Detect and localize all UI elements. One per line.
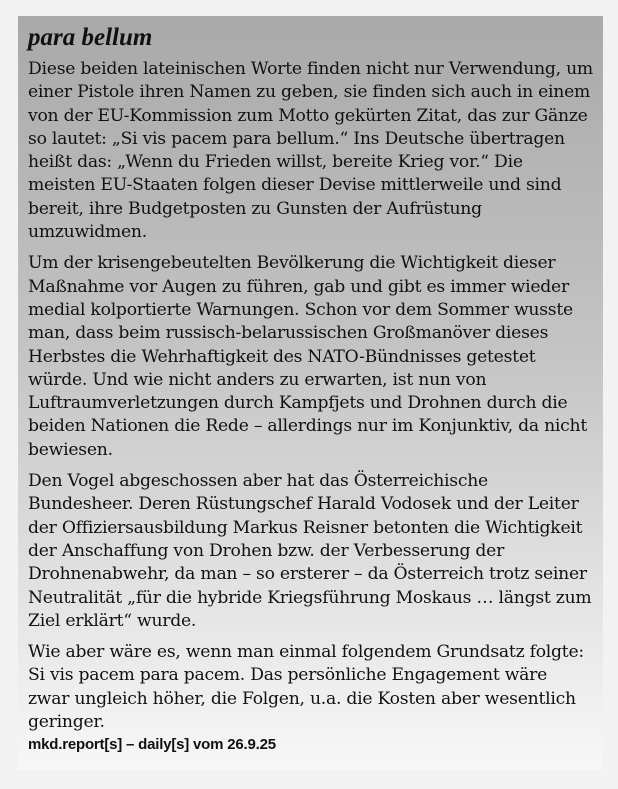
paragraph-4: Wie aber wäre es, wenn man einmal folgendem Grundsatz folgte: Si vis pacem para pacem. Das persönliche Engagement wäre zwar ungleich höher, die Folgen, u.a. die Kosten aber wesentlich geringer. <box>28 642 584 733</box>
source-line: mkd.report[s] – daily[s] vom 26.9.25 <box>28 736 276 754</box>
paragraph-2: Um der krisengebeutelten Bevölkerung die Wichtigkeit dieser Maßnahme vor Augen zu führen, gab und gibt es immer wieder medial kolportierte Warnungen. Schon vor dem Sommer wusste man, dass beim russisch-belarussischen Großmanöver dieses Herbstes die Wehrhaftigkeit des NATO-Bündnisses getestet würde. Und wie nicht anders zu erwarten, ist nun von Luftraumverletzungen durch Kampfjets und Drohnen durch die beiden Nationen die Rede – allerdings nur im Konjunktiv, da nicht bewiesen. <box>28 253 588 460</box>
article-panel <box>18 16 603 770</box>
article-title: para bellum <box>28 24 153 51</box>
paragraph-3: Den Vogel abgeschossen aber hat das Österreichische Bundesheer. Deren Rüstungschef Harald Vodosek und der Leiter der Offiziersausbildung Markus Reisner betonten die Wichtigkeit der Anschaffung von Drohen bzw. der Verbesserung der Drohnenabwehr, da man – so ersterer – da Österreich trotz seiner Neutralität „für die hybride Kriegsführung Moskaus … längst zum Ziel erklärt“ wurde. <box>28 471 592 631</box>
paragraph-1: Diese beiden lateinischen Worte finden nicht nur Verwendung, um einer Pistole ihren Namen zu geben, sie finden sich auch in einem von der EU-Kommission zum Motto gekürten Zitat, das zur Gänze so lautet: „Si vis pacem para bellum.“ Ins Deutsche übertragen heißt das: „Wenn du Frieden willst, bereite Krieg vor.“ Die meisten EU-Staaten folgen dieser Devise mittlerweile und sind bereit, ihre Budgetposten zu Gunsten der Aufrüstung umzuwidmen. <box>28 59 593 243</box>
